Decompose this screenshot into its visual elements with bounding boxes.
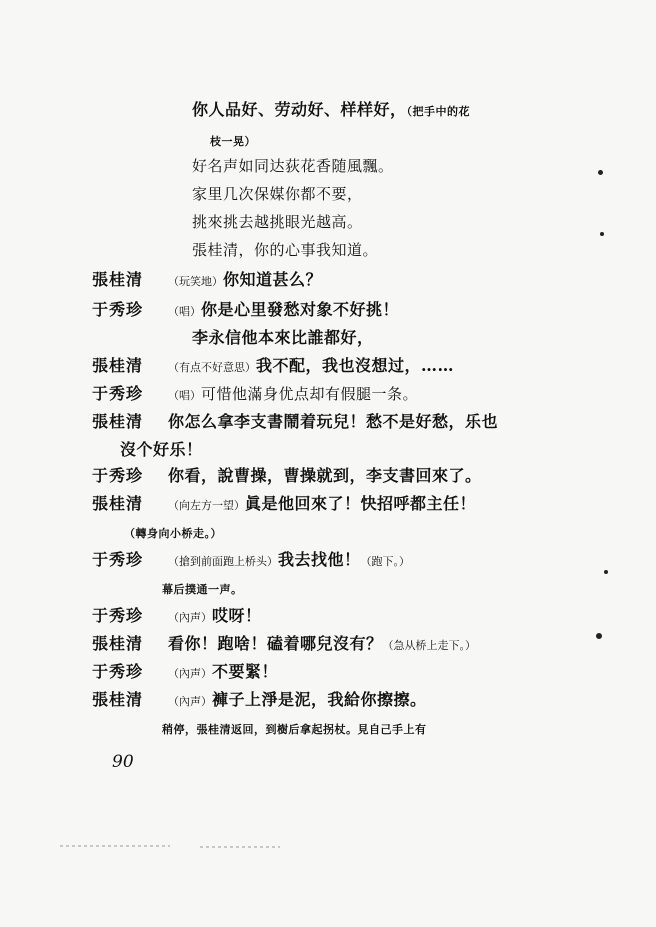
- line-text: 哎呀！: [212, 606, 262, 625]
- stage-direction: （內声）: [168, 611, 212, 624]
- scan-speck: [600, 232, 604, 236]
- verse-line: [192, 212, 363, 232]
- scan-speck: [598, 170, 603, 175]
- speaker-name: 于秀珍: [92, 662, 144, 681]
- dialogue-line: [92, 494, 476, 516]
- speaker-name: 張桂清: [92, 690, 144, 709]
- line-text: 可惜他滿身优点却有假腿一条。: [201, 385, 419, 403]
- page-number: 90: [112, 752, 134, 772]
- line-text: 你知道甚么？: [223, 270, 323, 289]
- stage-direction: 枝一晃）: [210, 135, 256, 148]
- line-text: 家里几次保媒你都不要，: [192, 185, 363, 203]
- stage-direction: （玩笑地）: [168, 275, 223, 288]
- line-text: 看你！跑啥！磕着哪兒沒有？: [168, 634, 383, 653]
- speaker-name: 張桂清: [92, 412, 144, 431]
- stage-direction: （把手中的花: [406, 105, 471, 118]
- verse-line: [210, 130, 256, 152]
- line-text: 你人品好、劳动好、样样好，: [192, 100, 407, 119]
- stage-direction: （急从桥上走下。）: [382, 639, 477, 652]
- line-text: 你是心里發愁对象不好挑！: [201, 300, 400, 319]
- stage-direction: 幕后撲通一声。: [162, 583, 243, 596]
- stage-direction: （唱）: [168, 305, 201, 318]
- stage-direction: （內声）: [168, 695, 212, 708]
- scan-smudge: [200, 846, 280, 848]
- dialogue-line: [92, 300, 399, 322]
- line-text: 沒个好乐！: [120, 440, 203, 459]
- dialogue-line: [92, 412, 498, 432]
- dialogue-line: [92, 270, 322, 292]
- line-text: 你怎么拿李支書鬧着玩兒！愁不是好愁，乐也: [168, 412, 499, 431]
- stage-direction: 稍停，張桂清返回，到樹后拿起拐杖。見自己手上有: [162, 723, 427, 736]
- line-text: 好名声如同达荻花香随風飄。: [192, 157, 394, 175]
- verse-line: [192, 100, 470, 122]
- verse-line: [192, 240, 378, 260]
- speaker-name: 張桂清: [92, 494, 144, 513]
- verse-line: [192, 184, 363, 204]
- dialogue-line: [92, 356, 454, 378]
- stage-direction: （唱）: [168, 389, 201, 402]
- stage-direction-line: [162, 718, 427, 740]
- speaker-name: 張桂清: [92, 356, 144, 375]
- speaker-name: 于秀珍: [92, 300, 144, 319]
- speaker-name: 張桂清: [92, 634, 144, 653]
- dialogue-line: [92, 550, 410, 572]
- dialogue-line: [92, 466, 482, 486]
- scan-speck: [596, 633, 602, 639]
- dialogue-line: [92, 606, 262, 628]
- stage-direction-line: [162, 578, 243, 600]
- line-text: 眞是他回來了！快招呼都主任！: [245, 494, 477, 513]
- scan-smudge: [60, 845, 170, 847]
- speaker-name: 于秀珍: [92, 550, 144, 569]
- line-text: 李永信他本來比誰都好，: [192, 328, 374, 347]
- speaker-name: 于秀珍: [92, 466, 144, 485]
- dialogue-line: [92, 634, 476, 656]
- scan-speck: [604, 570, 608, 574]
- line-text: 我去找他！: [278, 550, 361, 569]
- dialogue-line: [92, 662, 278, 684]
- line-text: 我不配，我也沒想过，……: [256, 356, 455, 375]
- line-text: 你看，說曹操，曹操就到，李支書回來了。: [168, 466, 482, 485]
- line-text: 不要緊！: [212, 662, 279, 681]
- stage-direction-line: [124, 522, 222, 544]
- line-text: 褲子上淨是泥，我給你擦擦。: [212, 690, 427, 709]
- stage-direction: （有点不好意思）: [168, 361, 256, 374]
- stage-direction: （內声）: [168, 667, 212, 680]
- speaker-name: 張桂清: [92, 270, 144, 289]
- stage-direction: （跑下。）: [360, 555, 411, 568]
- verse-line: [192, 156, 394, 176]
- stage-direction: （向左方一望）: [168, 499, 245, 512]
- dialogue-line: [92, 690, 427, 712]
- speaker-name: 于秀珍: [92, 606, 144, 625]
- stage-direction: （搶到前面跑上桥头）: [168, 555, 278, 568]
- line-text: 挑來挑去越挑眼光越高。: [192, 213, 363, 231]
- stage-direction: （轉身向小桥走。）: [124, 527, 222, 540]
- speaker-name: 于秀珍: [92, 384, 144, 403]
- verse-line: [192, 328, 374, 348]
- dialogue-line: [92, 384, 418, 406]
- dialogue-continuation: [120, 440, 203, 460]
- line-text: 張桂清，你的心事我知道。: [192, 241, 379, 259]
